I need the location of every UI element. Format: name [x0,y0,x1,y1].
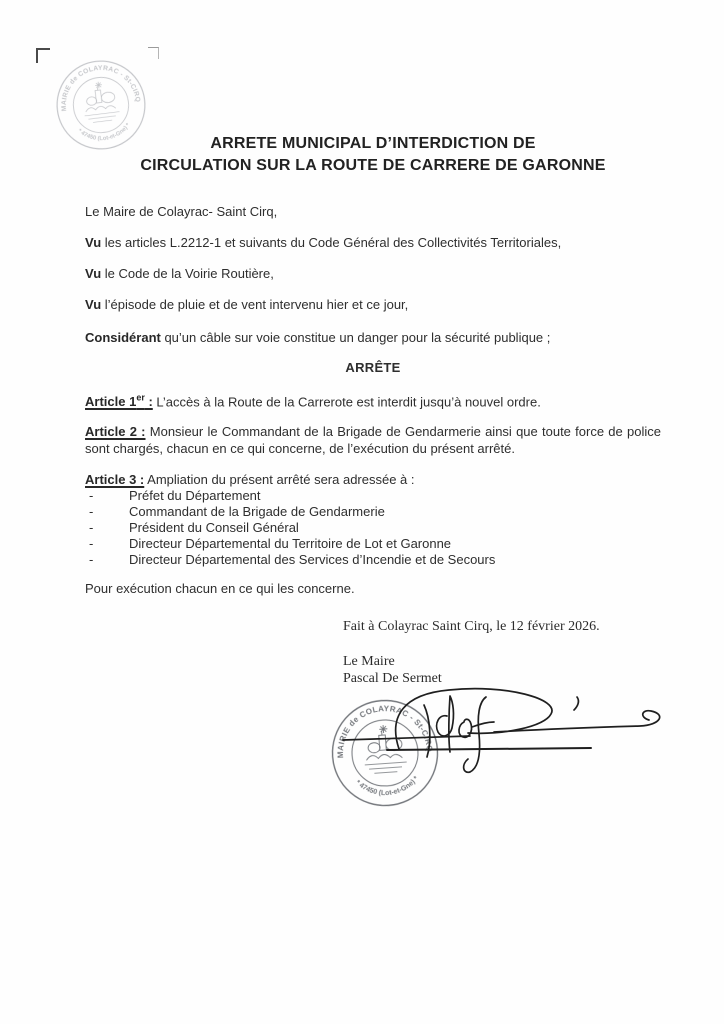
article-3 [85,471,661,488]
seal-inner-ring [70,74,132,136]
vu-clause-1 [85,234,661,251]
considerant-text: qu’un câble sur voie constitue un danger pour la sécurité publique ; [160,330,551,345]
recipient-item [85,520,661,536]
title-line-2: CIRCULATION SUR LA ROUTE DE CARRERE DE GARONNE [140,157,606,174]
signer-name: Pascal De Sermet [343,671,442,686]
recipient-item [85,488,661,504]
vu-lead: Vu [85,235,102,250]
bullet-dash: - [89,536,94,552]
place-date-line: Fait à Colayrac Saint Cirq, le 12 février 2026. [343,619,600,634]
signature-crossline [343,736,470,740]
recipient-label: Directeur Départemental des Services d’Incendie et de Secours [129,552,496,568]
recipient-item [85,536,661,552]
signature-letters [464,697,494,772]
signature-loop [396,689,552,749]
seal-ring-text-top: MAIRIE de COLAYRAC - St-CIRQ [60,64,142,112]
vu-clause-2 [85,265,661,282]
considerant-clause [85,329,661,346]
article-3-label: Article 3 : [85,472,145,488]
scan-corner-mark-left [36,48,50,63]
seal-ring-text-bottom: * 47450 (Lot-et-Gne) * [354,775,420,798]
vu-text: les articles L.2212-1 et suivants du Code Général des Collectivités Territoriales, [101,235,562,250]
signature-letters [437,696,454,752]
decision-heading: ARRÊTE [345,360,401,375]
seal-ring-text-bottom: * 47450 (Lot-et-Gne) * [76,122,132,143]
recipient-label: Préfet du Département [129,488,261,504]
signature-underline [387,748,591,750]
bullet-dash: - [89,520,94,536]
recipient-list [85,488,661,568]
scan-corner-mark-right [148,47,159,59]
article-1-label: Article 1er : [85,393,153,410]
article-1 [85,390,661,410]
vu-text: le Code de la Voirie Routière, [101,266,274,281]
closing-line: Pour exécution chacun en ce qui les concerne. [85,581,355,597]
article-2-text: Monsieur le Commandant de la Brigade de Gendarmerie ainsi que toute force de police sont chargés, chacun en ce qui concerne, de l’exécution du présent arrêté. [85,424,661,457]
signature-block [343,618,600,687]
vu-lead: Vu [85,297,102,312]
recipient-item [85,552,661,568]
title-line-1: ARRETE MUNICIPAL D’INTERDICTION DE [210,135,536,152]
bullet-dash: - [89,552,94,568]
bullet-dash: - [89,504,94,520]
intro-line: Le Maire de Colayrac- Saint Cirq, [85,204,278,219]
vu-text: l’épisode de pluie et de vent intervenu hier et ce jour, [101,297,409,312]
signature-ink-dot [574,697,578,710]
document-body [85,133,661,597]
article-3-text: Ampliation du présent arrêté sera adressée à : [144,472,415,488]
seal-ring-text-top: MAIRIE de COLAYRAC - St-CIRQ [335,704,435,759]
article-2-label: Article 2 : [85,424,146,440]
article-2 [85,423,661,457]
recipient-label: Président du Conseil Général [129,520,299,536]
document-title [85,133,661,177]
considerant-lead: Considérant [85,330,161,345]
bullet-dash: - [89,488,94,504]
recipient-item [85,504,661,520]
signature-letters [459,719,472,737]
seal-coat-of-arms [81,80,121,124]
recipient-label: Commandant de la Brigade de Gendarmerie [129,504,385,520]
recipient-label: Directeur Départemental du Territoire de Lot et Garonne [129,536,452,552]
article-1-text: L’accès à la Route de la Carrerote est interdit jusqu’à nouvel ordre. [152,394,541,410]
handwritten-signature [330,678,710,808]
article-1-ordinal: er [136,393,145,403]
vu-lead: Vu [85,266,102,281]
signer-title: Le Maire [343,654,395,669]
vu-clause-3 [85,296,661,313]
